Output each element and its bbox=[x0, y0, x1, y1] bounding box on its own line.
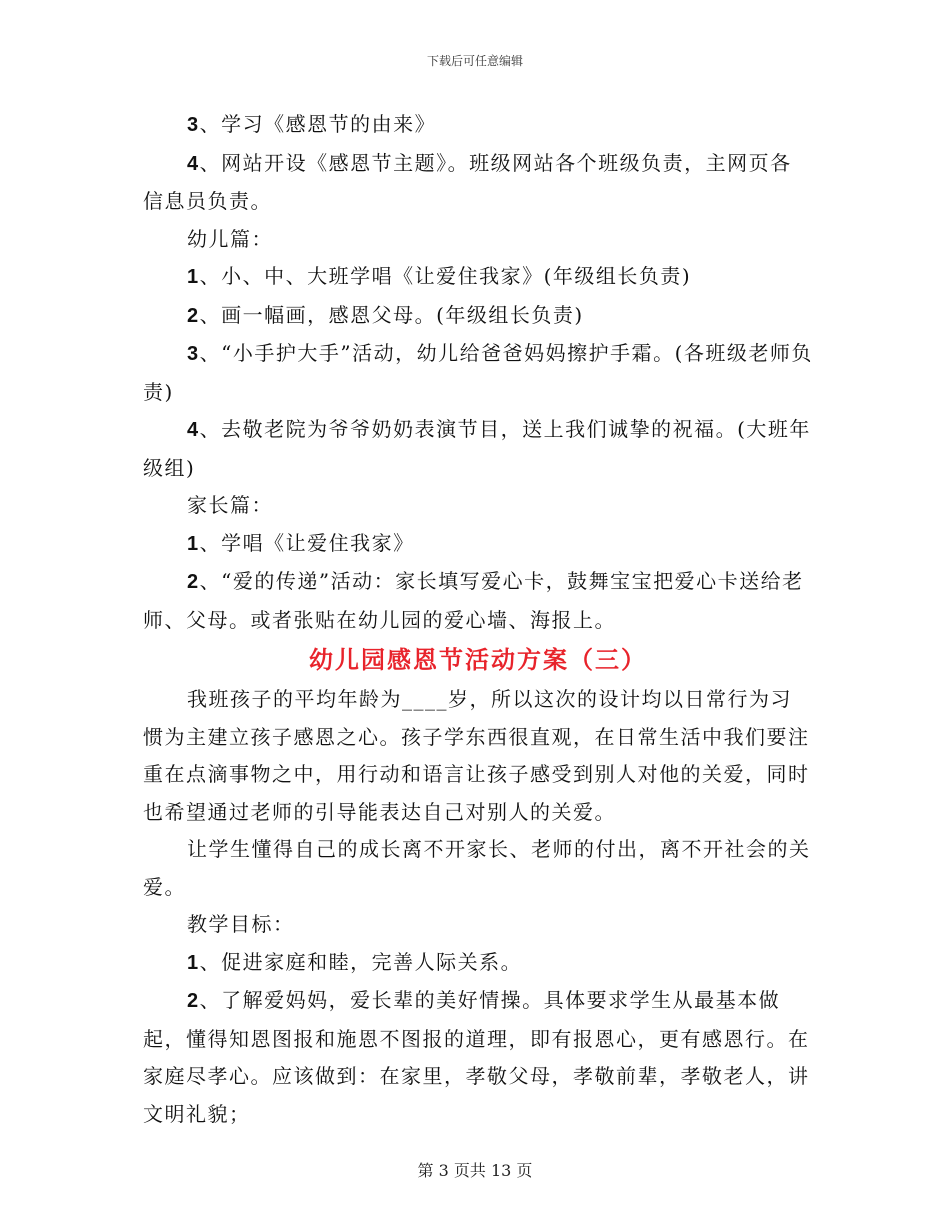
paragraph bbox=[143, 906, 813, 944]
paragraph bbox=[143, 335, 813, 411]
paragraph-text: 、去敬老院为爷爷奶奶表演节目，送上我们诚挚的祝福。(大班年级组) bbox=[143, 417, 811, 480]
paragraph-text: 、“爱的传递”活动：家长填写爱心卡，鼓舞宝宝把爱心卡送给老师、父母。或者张贴在幼儿园的爱心墙、海报上。 bbox=[143, 569, 804, 632]
paragraph-text: 、“小手护大手”活动，幼儿给爸爸妈妈擦护手霜。(各班级老师负责) bbox=[143, 341, 813, 404]
item-number: 1 bbox=[187, 951, 200, 974]
item-number: 4 bbox=[187, 419, 200, 441]
item-number: 3 bbox=[187, 343, 200, 365]
paragraph bbox=[143, 145, 813, 221]
paragraph bbox=[143, 297, 813, 336]
paragraph bbox=[143, 258, 813, 297]
page-header: 下载后可任意编辑 bbox=[426, 54, 523, 68]
paragraph-text: 、小、中、大班学唱《让爱住我家》(年级组长负责) bbox=[199, 264, 692, 288]
paragraph bbox=[143, 487, 813, 525]
paragraph-text: 、网站开设《感恩节主题》。班级网站各个班级负责，主网页各信息员负责。 bbox=[143, 150, 792, 213]
paragraph-text: 、学唱《让爱住我家》 bbox=[199, 530, 415, 555]
paragraph-text: 、了解爱妈妈，爱长辈的美好情操。具体要求学生从最基本做起，懂得知恩图报和施恩不图报的道理，即有报恩心，更有感恩行。在家庭尽孝心。应该做到：在家里，孝敬父母，孝敬前辈，孝敬老人，讲文明礼貌； bbox=[143, 988, 810, 1126]
paragraph-text: 、促进家庭和睦，完善人际关系。 bbox=[199, 949, 523, 974]
paragraph-text: 让学生懂得自己的成长离不开家长、老师的付出，离不开社会的关爱。 bbox=[143, 837, 811, 899]
page-footer: 第 3 页共 13 页 bbox=[417, 1161, 533, 1180]
document-body bbox=[143, 106, 813, 1133]
paragraph-text: 教学目标： bbox=[187, 912, 295, 936]
paragraph-text: 、学习《感恩节的由来》 bbox=[199, 112, 437, 136]
item-number: 2 bbox=[187, 990, 200, 1012]
paragraph bbox=[143, 221, 813, 259]
paragraph bbox=[143, 681, 813, 831]
paragraph-text: 幼儿篇： bbox=[187, 226, 273, 251]
item-number: 1 bbox=[187, 532, 200, 555]
section-title: 幼儿园感恩节活动方案（三） bbox=[309, 646, 647, 674]
paragraph bbox=[143, 106, 813, 145]
paragraph bbox=[143, 831, 813, 906]
paragraph bbox=[143, 525, 813, 564]
paragraph-text: 我班孩子的平均年龄为____岁，所以这次的设计均以日常行为习惯为主建立孩子感恩之心。孩子学东西很直观，在日常生活中我们要注重在点滴事物之中，用行动和语言让孩子感受到别人对他的关爱，同时也希望通过老师的引导能表达自己对别人的关爱。 bbox=[143, 687, 810, 824]
paragraph bbox=[143, 411, 813, 487]
paragraph bbox=[143, 563, 813, 639]
section-before bbox=[143, 106, 813, 639]
item-number: 2 bbox=[187, 571, 200, 593]
item-number: 2 bbox=[187, 304, 200, 327]
item-number: 1 bbox=[187, 266, 200, 288]
paragraph bbox=[143, 944, 813, 983]
paragraph-text: 家长篇： bbox=[187, 493, 273, 517]
section-after bbox=[143, 681, 813, 1133]
item-number: 3 bbox=[187, 114, 200, 136]
paragraph-text: 、画一幅画，感恩父母。(年级组长负责) bbox=[199, 302, 584, 327]
item-number: 4 bbox=[187, 152, 200, 175]
paragraph bbox=[143, 982, 813, 1133]
